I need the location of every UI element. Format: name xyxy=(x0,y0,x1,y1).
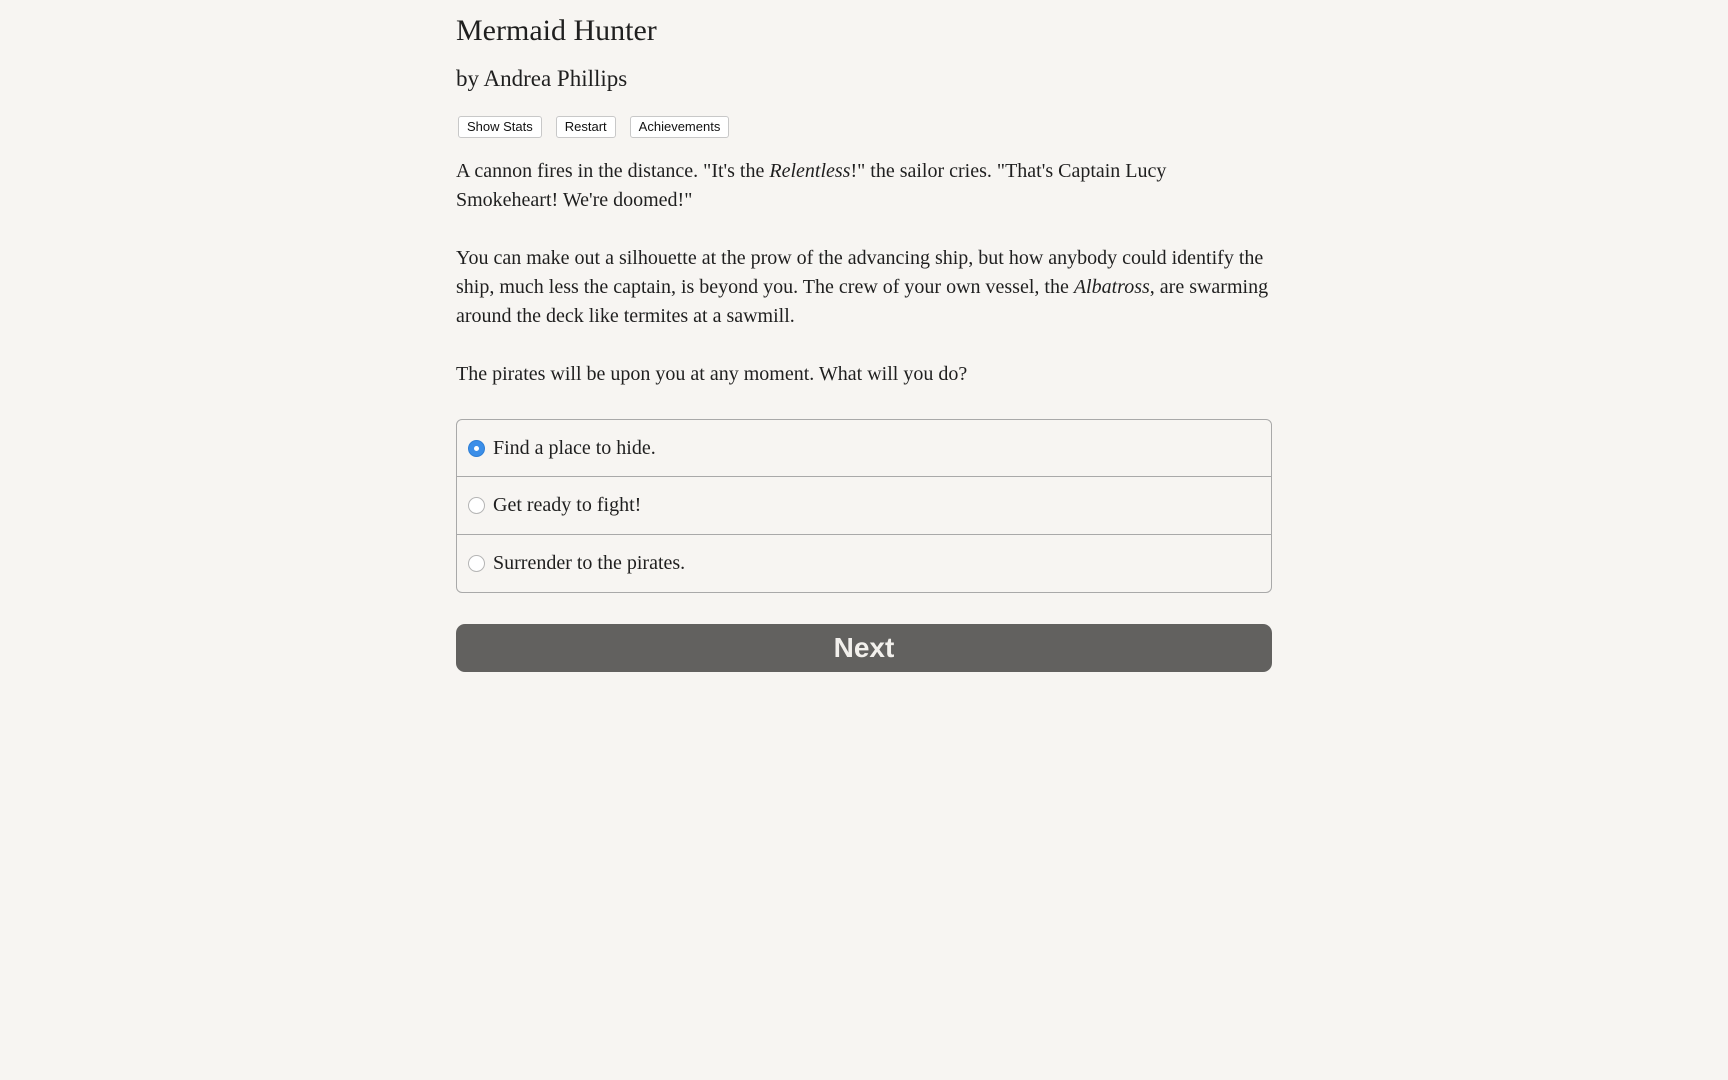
story-paragraph xyxy=(456,244,1272,331)
toolbar xyxy=(458,116,729,138)
story-text-span: You can make out a silhouette at the prow of the advancing ship, but how anybody could identify the ship, much less the captain, is beyond you. The crew of your own vessel, the xyxy=(456,247,1264,298)
story-text-span: A cannon fires in the distance. "It's the xyxy=(456,160,770,182)
game-title: Mermaid Hunter xyxy=(456,14,657,47)
choice-option-hide[interactable] xyxy=(457,420,1271,477)
story-text-span: !" the sailor cries. "That's Captain Lucy Smokeheart! We're doomed!" xyxy=(456,160,1167,211)
story-text-span: , are swarming around the deck like termites at a sawmill. xyxy=(456,276,1269,327)
radio-unselected-icon[interactable] xyxy=(468,555,485,572)
show-stats-button[interactable]: Show Stats xyxy=(458,116,542,138)
choice-option-fight[interactable] xyxy=(457,477,1271,534)
next-button[interactable]: Next xyxy=(456,624,1272,672)
restart-button[interactable]: Restart xyxy=(556,116,616,138)
achievements-button[interactable]: Achievements xyxy=(630,116,730,138)
choice-label: Surrender to the pirates. xyxy=(493,551,686,574)
radio-unselected-icon[interactable] xyxy=(468,497,485,514)
story-text xyxy=(456,157,1272,418)
story-paragraph xyxy=(456,157,1272,215)
choice-option-surrender[interactable] xyxy=(457,535,1271,592)
game-author: by Andrea Phillips xyxy=(456,66,628,91)
radio-selected-icon[interactable] xyxy=(468,440,485,457)
ship-name-albatross: Albatross xyxy=(1073,276,1150,298)
choice-label: Find a place to hide. xyxy=(493,436,656,459)
choice-list xyxy=(456,419,1272,593)
story-paragraph: The pirates will be upon you at any moment. What will you do? xyxy=(456,363,968,385)
ship-name-relentless: Relentless xyxy=(769,160,851,182)
choice-label: Get ready to fight! xyxy=(493,493,642,516)
